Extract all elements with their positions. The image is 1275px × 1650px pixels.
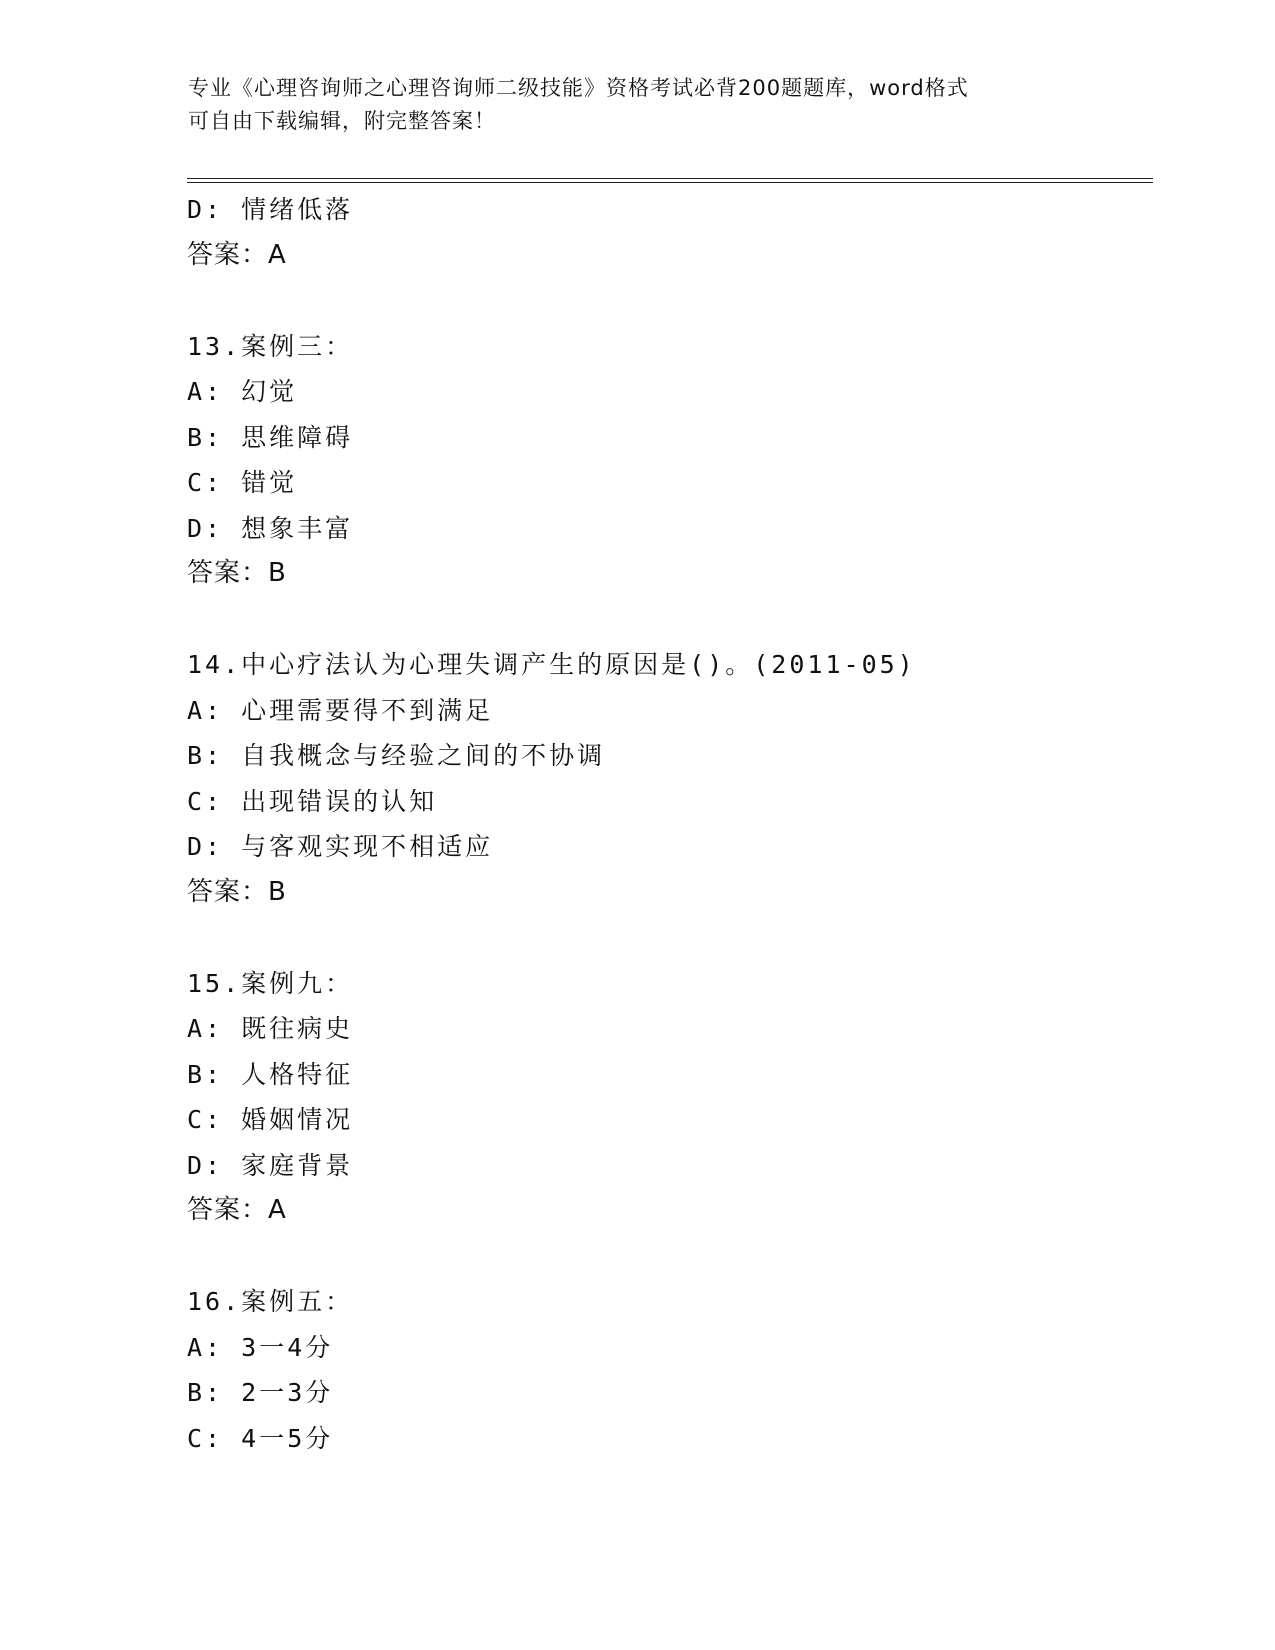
- option-b: B: 自我概念与经验之间的不协调: [187, 741, 606, 770]
- question-block: [187, 961, 1147, 1234]
- answer-line: 答案：A: [187, 1195, 287, 1225]
- option-c: C: 出现错误的认知: [187, 786, 438, 816]
- question-text: 14.中心疗法认为心理失调产生的原因是()。(2011-05): [187, 650, 916, 679]
- option-b: B: 人格特征: [187, 1059, 354, 1089]
- question-list: [187, 187, 1147, 1461]
- header-line-2: 可自由下载编辑，附完整答案！: [188, 109, 496, 133]
- answer-line: 答案：A: [187, 239, 287, 270]
- option-d: D: 家庭背景: [187, 1150, 354, 1180]
- question-text: 13.案例三：: [187, 331, 354, 361]
- option-d: D: 情绪低落: [187, 195, 354, 224]
- option-a: A: 幻觉: [187, 377, 298, 406]
- option-d: D: 想象丰富: [187, 513, 354, 543]
- option-b: B: 思维障碍: [187, 422, 354, 452]
- question-block: [187, 1279, 1147, 1461]
- option-d: D: 与客观实现不相适应: [187, 832, 494, 861]
- answer-line: 答案：B: [187, 558, 287, 588]
- question-block: [187, 324, 1147, 597]
- option-b: B: 2一3分: [187, 1378, 334, 1407]
- option-c: C: 错觉: [187, 468, 298, 497]
- option-a: A: 既往病史: [187, 1014, 354, 1043]
- spacer: [187, 1234, 1147, 1280]
- option-a: A: 3一4分: [187, 1332, 334, 1362]
- option-c: C: 4一5分: [187, 1423, 334, 1453]
- answer-line: 答案：B: [187, 876, 287, 907]
- header-divider-bottom: [187, 182, 1153, 183]
- spacer: [187, 915, 1147, 961]
- header-line-1: 专业《心理咨询师之心理咨询师二级技能》资格考试必背200题题库，word格式: [188, 76, 969, 100]
- spacer: [187, 597, 1147, 643]
- header-divider-top: [187, 178, 1153, 179]
- question-block: [187, 642, 1147, 915]
- option-a: A: 心理需要得不到满足: [187, 695, 494, 725]
- question-text: 16.案例五：: [187, 1287, 354, 1316]
- document-header: [188, 72, 1088, 138]
- question-text: 15.案例九：: [187, 968, 354, 998]
- option-c: C: 婚姻情况: [187, 1105, 354, 1134]
- spacer: [187, 278, 1147, 324]
- question-block: [187, 187, 1147, 278]
